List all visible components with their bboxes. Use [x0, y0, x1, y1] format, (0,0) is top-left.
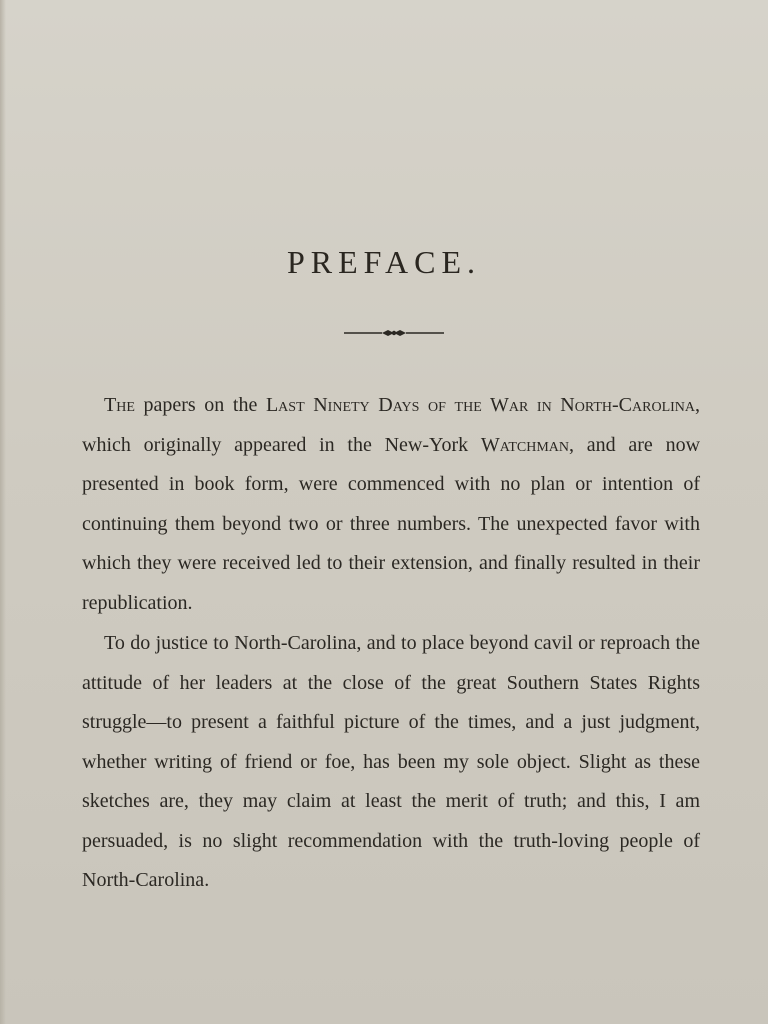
newspaper-name: Watchman [480, 433, 569, 456]
text-segment: , and are now presented in book form, were commenced with no plan or intention of continuing them beyond two or three numbers. The unexpected favor with which they were received led to their extension, and finally resulted in their republication. [82, 433, 701, 614]
text-segment: papers on the [134, 394, 266, 416]
preface-paragraph-1 [82, 386, 700, 623]
preface-paragraph-2: To do justice to North-Carolina, and to place beyond cavil or reproach the attitude of her leaders at the close of the great Southern States Rights struggle—to present a faithful picture of the times, and a just judgment, whether writing of friend or foe, has been my sole object. Slight as these sketches are, they may claim at least the merit of truth; and this, I am persuaded, is no slight recommendation with the truth-loving people of North-Carolina. [82, 632, 700, 891]
page-title: PREFACE. [286, 244, 482, 280]
preface-body [82, 386, 700, 902]
page-edge-shadow [0, 0, 6, 1024]
divider-ornament [344, 326, 444, 340]
text-segment: , which originally appeared in the New-York [82, 394, 701, 456]
book-title-reference: Last Ninety Days of the War in North-Carolina [265, 394, 696, 416]
opening-word: The [104, 394, 135, 416]
